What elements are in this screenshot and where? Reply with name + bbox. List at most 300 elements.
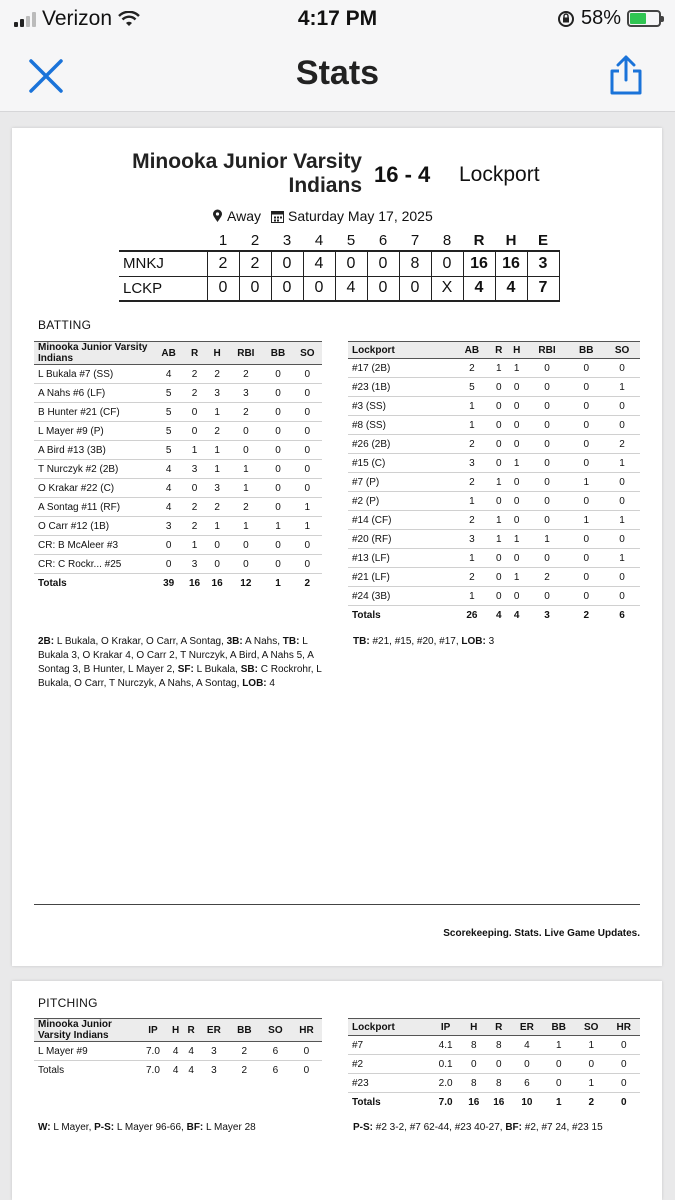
linescore-cell: 3	[527, 251, 559, 276]
table-cell: 0	[526, 473, 569, 492]
table-cell: #21 (LF)	[348, 568, 454, 587]
table-cell: 0	[293, 460, 322, 479]
table-cell: L Bukala #7 (SS)	[34, 365, 154, 384]
table-cell: 0	[607, 1074, 640, 1093]
table-cell: 1	[206, 441, 229, 460]
linescore-cell: 0	[335, 251, 367, 276]
away-pitching-table	[348, 1018, 640, 1112]
table-cell: 1	[490, 359, 508, 378]
table-cell: 0	[526, 587, 569, 606]
table-cell: 5	[454, 378, 490, 397]
totals-row	[34, 1061, 322, 1080]
table-cell: 5	[154, 422, 183, 441]
table-row	[348, 359, 640, 378]
linescore-row	[119, 251, 559, 276]
table-cell: 0	[511, 1055, 542, 1074]
game-meta	[212, 208, 433, 224]
battery-info	[557, 7, 661, 30]
table-cell: L Mayer #9	[34, 1042, 138, 1061]
table-cell: B Hunter #21 (CF)	[34, 403, 154, 422]
table-cell: 0	[508, 397, 526, 416]
table-cell: 0	[154, 536, 183, 555]
table-cell: 0	[607, 1036, 640, 1055]
table-cell: 3	[454, 454, 490, 473]
table-cell: 0	[543, 1055, 575, 1074]
column-header: SO	[293, 342, 322, 365]
column-header: H	[206, 342, 229, 365]
table-cell: 0	[508, 587, 526, 606]
totals-cell: 0	[303, 1064, 310, 1076]
table-cell: 0	[568, 359, 604, 378]
note-key: TB:	[282, 636, 300, 647]
game-location: Away	[227, 208, 261, 224]
totals-cell: 16	[189, 577, 201, 589]
status-bar	[0, 0, 675, 38]
column-header: SO	[575, 1019, 607, 1036]
totals-cell: 1	[275, 577, 281, 589]
table-row	[348, 549, 640, 568]
status-time: 4:17 PM	[297, 7, 378, 30]
linescore-header: 5	[346, 232, 356, 249]
linescore-header: H	[505, 232, 517, 249]
table-cell: 3	[154, 517, 183, 536]
linescore-header: 4	[314, 232, 324, 249]
column-header: BB	[543, 1019, 575, 1036]
table-row	[348, 530, 640, 549]
note-key: SB:	[240, 664, 258, 675]
table-cell: 0	[604, 397, 640, 416]
table-cell: 0	[263, 441, 292, 460]
table-cell: 0	[490, 397, 508, 416]
location-pin-icon	[212, 209, 223, 223]
linescore-header: 8	[442, 232, 452, 249]
note-key: LOB:	[242, 678, 267, 689]
column-header: SO	[260, 1019, 291, 1042]
pitching-label: PITCHING	[38, 996, 98, 1010]
column-header: HR	[607, 1019, 640, 1036]
table-cell: 8	[461, 1036, 486, 1055]
battery-percent: 58%	[580, 7, 621, 29]
table-cell: 0	[263, 422, 292, 441]
table-cell: 1	[568, 511, 604, 530]
page-divider	[34, 904, 640, 905]
linescore-row	[119, 276, 559, 301]
linescore-cell: 4	[495, 276, 527, 301]
table-cell: 8	[461, 1074, 486, 1093]
table-cell: 2	[206, 422, 229, 441]
totals-cell: 2	[304, 577, 311, 589]
table-cell: #2 (P)	[348, 492, 454, 511]
note-value: L Mayer 96-66,	[114, 1122, 187, 1133]
note-key: BF:	[505, 1122, 522, 1133]
totals-cell: 1	[555, 1096, 562, 1108]
table-cell: 1	[293, 498, 322, 517]
linescore-cell: 0	[239, 276, 271, 301]
column-header: Minooka Junior Varsity Indians	[34, 342, 154, 365]
table-cell: 0	[526, 454, 569, 473]
linescore-cell: 4	[303, 251, 335, 276]
table-cell: 4	[154, 460, 183, 479]
table-cell: 5	[154, 441, 183, 460]
table-cell: 0	[293, 384, 322, 403]
table-cell: 2	[454, 568, 490, 587]
table-cell: #17 (2B)	[348, 359, 454, 378]
table-cell: 0	[568, 378, 604, 397]
note-key: LOB:	[461, 636, 486, 647]
table-cell: 0	[490, 568, 508, 587]
table-cell: 0.1	[430, 1055, 461, 1074]
table-cell: 0	[228, 422, 263, 441]
table-cell: 4	[183, 1042, 199, 1061]
table-cell: 2	[228, 498, 263, 517]
note-key: BF:	[186, 1122, 204, 1133]
table-cell: #23	[348, 1074, 430, 1093]
table-cell: 1	[263, 517, 292, 536]
column-header: R	[490, 342, 508, 359]
table-row	[348, 1036, 640, 1055]
stats-page-batting	[12, 128, 662, 966]
table-cell: 2	[183, 517, 206, 536]
column-header: BB	[263, 342, 292, 365]
table-cell: 0	[263, 555, 292, 574]
nav-bar	[0, 38, 675, 112]
table-cell: 5	[154, 403, 183, 422]
totals-row	[348, 1093, 640, 1112]
linescore-cell: 4	[335, 276, 367, 301]
table-cell: 0	[604, 492, 640, 511]
table-cell: 1	[508, 359, 526, 378]
totals-cell: 6	[272, 1064, 279, 1076]
table-cell: #8 (SS)	[348, 416, 454, 435]
totals-cell: 12	[240, 577, 252, 589]
table-cell: 0	[568, 530, 604, 549]
table-cell: 1	[604, 549, 640, 568]
table-header-row	[348, 1019, 640, 1036]
table-cell: 0	[490, 492, 508, 511]
table-cell: #20 (RF)	[348, 530, 454, 549]
note-value: #2 3-2, #7 62-44, #23 40-27,	[373, 1122, 506, 1133]
linescore-cell: 2	[207, 251, 239, 276]
note-value: L Mayer,	[50, 1122, 95, 1133]
table-cell: 2	[228, 403, 263, 422]
table-cell: #26 (2B)	[348, 435, 454, 454]
totals-cell: 2	[588, 1096, 594, 1108]
table-cell: 1	[575, 1036, 607, 1055]
table-row	[348, 1055, 640, 1074]
table-cell: 0	[526, 359, 569, 378]
linescore-header: 1	[218, 232, 228, 249]
table-cell: 0	[490, 416, 508, 435]
totals-cell: 0	[620, 1096, 627, 1108]
home-batting-table	[34, 341, 322, 593]
table-cell: 0	[508, 378, 526, 397]
table-cell: 0	[154, 555, 183, 574]
note-value: #21, #15, #20, #17,	[369, 636, 462, 647]
table-cell: #15 (C)	[348, 454, 454, 473]
linescore-header: E	[537, 232, 548, 249]
table-cell: 1	[183, 441, 206, 460]
table-cell: 5	[154, 384, 183, 403]
page-title: Stats	[295, 54, 380, 92]
table-cell: CR: C Rockr... #25	[34, 555, 154, 574]
table-cell: 4	[154, 365, 183, 384]
table-cell: 2	[526, 568, 569, 587]
linescore-cell: 0	[367, 251, 399, 276]
table-cell: 2	[229, 1042, 260, 1061]
note-value: L Mayer 28	[203, 1122, 256, 1133]
footer-tagline: Scorekeeping. Stats. Live Game Updates.	[443, 928, 640, 939]
linescore-cell: 0	[431, 251, 463, 276]
table-row	[348, 511, 640, 530]
totals-cell: 7.0	[438, 1096, 453, 1108]
table-cell: 0	[293, 441, 322, 460]
column-header: RBI	[228, 342, 263, 365]
table-cell: 8	[486, 1074, 511, 1093]
linescore-cell: 4	[463, 276, 495, 301]
table-cell: 2	[454, 473, 490, 492]
table-cell: 0	[263, 460, 292, 479]
totals-cell: 4	[172, 1064, 179, 1076]
table-cell: 0	[526, 416, 569, 435]
table-cell: 0	[575, 1055, 607, 1074]
note-key: 2B:	[38, 636, 55, 647]
stats-page-pitching	[12, 981, 662, 1200]
table-cell: 1	[293, 517, 322, 536]
table-cell: L Mayer #9 (P)	[34, 422, 154, 441]
column-header: R	[486, 1019, 511, 1036]
totals-cell: 7.0	[145, 1064, 160, 1076]
table-cell: 1	[526, 530, 569, 549]
final-score: 16 - 4	[374, 162, 431, 187]
table-cell: 3	[183, 555, 206, 574]
table-row	[34, 441, 322, 460]
totals-cell: 2	[241, 1064, 248, 1076]
totals-cell: 16	[468, 1096, 480, 1108]
note-key: TB:	[353, 636, 370, 647]
table-cell: 1	[454, 587, 490, 606]
away-pitching-notes	[353, 1121, 637, 1135]
table-cell: #2	[348, 1055, 430, 1074]
table-cell: 0	[508, 511, 526, 530]
linescore-header: R	[473, 232, 485, 249]
table-cell: 1	[568, 473, 604, 492]
table-row	[34, 365, 322, 384]
table-cell: 0	[293, 403, 322, 422]
table-cell: 0	[293, 536, 322, 555]
table-cell: 0	[490, 587, 508, 606]
totals-cell: 16	[493, 1096, 505, 1108]
table-cell: 3	[206, 384, 229, 403]
table-row	[348, 568, 640, 587]
linescore-header: 7	[410, 232, 420, 249]
note-value: L Bukala,	[193, 664, 241, 675]
linescore-team: MNKJ	[119, 251, 207, 276]
totals-cell: 2	[583, 609, 590, 621]
totals-row	[34, 574, 322, 593]
table-cell: 0	[228, 555, 263, 574]
note-key: P-S:	[353, 1122, 373, 1133]
column-header: BB	[229, 1019, 260, 1042]
table-cell: 0	[508, 416, 526, 435]
table-row	[34, 422, 322, 441]
home-pitching-notes	[38, 1121, 322, 1135]
table-cell: 1	[454, 416, 490, 435]
table-cell: 0	[461, 1055, 486, 1074]
table-row	[348, 473, 640, 492]
table-cell: 1	[604, 454, 640, 473]
table-cell: 6	[260, 1042, 291, 1061]
table-header-row	[34, 342, 322, 365]
away-batting-table	[348, 341, 640, 625]
table-cell: 1	[454, 492, 490, 511]
table-header-row	[348, 342, 640, 359]
table-cell: 0	[508, 492, 526, 511]
column-header: H	[461, 1019, 486, 1036]
table-cell: 2	[604, 435, 640, 454]
column-header: Lockport	[348, 342, 454, 359]
table-cell: 2	[454, 511, 490, 530]
table-cell: 0	[607, 1055, 640, 1074]
linescore-header: 3	[282, 232, 292, 249]
table-cell: 8	[486, 1036, 511, 1055]
column-header: Minooka Junior Varsity Indians	[34, 1019, 138, 1042]
column-header: H	[168, 1019, 184, 1042]
linescore-cell: 0	[271, 276, 303, 301]
table-cell: 0	[183, 422, 206, 441]
linescore-cell: 16	[495, 251, 527, 276]
table-cell: 2	[454, 359, 490, 378]
column-header: R	[183, 1019, 199, 1042]
table-cell: 4	[154, 479, 183, 498]
table-cell: 0	[263, 403, 292, 422]
table-cell: A Nahs #6 (LF)	[34, 384, 154, 403]
note-value: A Nahs,	[242, 636, 283, 647]
table-row	[34, 517, 322, 536]
home-team-name: Minooka Junior Varsity Indians	[132, 150, 362, 197]
table-cell: 0	[486, 1055, 511, 1074]
table-row	[34, 536, 322, 555]
column-header: SO	[604, 342, 640, 359]
table-cell: 6	[511, 1074, 542, 1093]
table-cell: 0	[263, 479, 292, 498]
linescore-cell: 0	[271, 251, 303, 276]
column-header: AB	[154, 342, 183, 365]
table-cell: 0	[490, 378, 508, 397]
table-header-row	[34, 1019, 322, 1042]
table-cell: 0	[526, 378, 569, 397]
column-header: ER	[199, 1019, 229, 1042]
table-cell: 0	[228, 441, 263, 460]
column-header: BB	[568, 342, 604, 359]
totals-cell: 26	[466, 609, 478, 621]
away-batting-notes	[353, 635, 637, 649]
share-icon[interactable]	[607, 54, 645, 96]
table-cell: 1	[206, 460, 229, 479]
linescore-cell: 2	[239, 251, 271, 276]
table-row	[348, 1074, 640, 1093]
table-cell: #23 (1B)	[348, 378, 454, 397]
table-row	[34, 1042, 322, 1061]
table-cell: 0	[568, 454, 604, 473]
table-cell: 1	[183, 536, 206, 555]
table-cell: 4	[168, 1042, 184, 1061]
table-cell: 0	[263, 536, 292, 555]
totals-cell: 6	[619, 609, 625, 621]
totals-cell: Totals	[38, 577, 67, 589]
linescore-cell: 0	[399, 276, 431, 301]
linescore-cell: 7	[527, 276, 559, 301]
table-cell: 0	[183, 479, 206, 498]
table-cell: 0	[183, 403, 206, 422]
table-cell: 0	[293, 365, 322, 384]
batting-label: BATTING	[38, 318, 92, 332]
totals-row	[348, 606, 640, 625]
linescore-cell: 0	[303, 276, 335, 301]
table-cell: 1	[490, 530, 508, 549]
table-cell: O Carr #12 (1B)	[34, 517, 154, 536]
linescore-team: LCKP	[119, 276, 207, 301]
table-cell: 1	[228, 479, 263, 498]
table-cell: 1	[508, 530, 526, 549]
note-key: W:	[38, 1122, 51, 1133]
totals-cell: 39	[163, 577, 175, 589]
table-row	[34, 498, 322, 517]
note-value: C Rockrohr, L Bukala, O Carr, T Nurczyk, A Nahs, A Sontag,	[38, 664, 322, 689]
orientation-lock-icon	[557, 10, 575, 28]
table-cell: 0	[568, 568, 604, 587]
table-cell: 0	[263, 384, 292, 403]
column-header: RBI	[526, 342, 569, 359]
table-cell: 2	[454, 435, 490, 454]
linescore-cell: X	[431, 276, 463, 301]
table-cell: #13 (LF)	[348, 549, 454, 568]
table-cell: 0	[490, 454, 508, 473]
table-cell: 0	[604, 416, 640, 435]
table-row	[348, 587, 640, 606]
table-cell: #14 (CF)	[348, 511, 454, 530]
table-cell: 4	[154, 498, 183, 517]
table-cell: 0	[508, 549, 526, 568]
table-cell: 2.0	[430, 1074, 461, 1093]
table-cell: 2	[228, 365, 263, 384]
table-cell: 3	[228, 384, 263, 403]
table-cell: 7.0	[138, 1042, 168, 1061]
table-cell: 0	[206, 536, 229, 555]
table-cell: 1	[490, 473, 508, 492]
table-row	[34, 479, 322, 498]
table-cell: 1	[228, 517, 263, 536]
column-header: H	[508, 342, 526, 359]
table-cell: #7	[348, 1036, 430, 1055]
table-cell: 1	[543, 1036, 575, 1055]
table-cell: 3	[199, 1042, 229, 1061]
note-key: P-S:	[94, 1122, 115, 1133]
table-cell: 0	[228, 536, 263, 555]
table-cell: 4.1	[430, 1036, 461, 1055]
calendar-icon	[271, 210, 284, 223]
table-cell: 0	[526, 397, 569, 416]
table-cell: 0	[568, 397, 604, 416]
table-cell: 4	[511, 1036, 542, 1055]
table-cell: 0	[293, 555, 322, 574]
totals-cell: 10	[521, 1096, 533, 1108]
linescore-header: 6	[378, 232, 388, 249]
table-row	[348, 435, 640, 454]
table-row	[348, 397, 640, 416]
table-cell: #7 (P)	[348, 473, 454, 492]
table-cell: #3 (SS)	[348, 397, 454, 416]
table-cell: 3	[206, 479, 229, 498]
